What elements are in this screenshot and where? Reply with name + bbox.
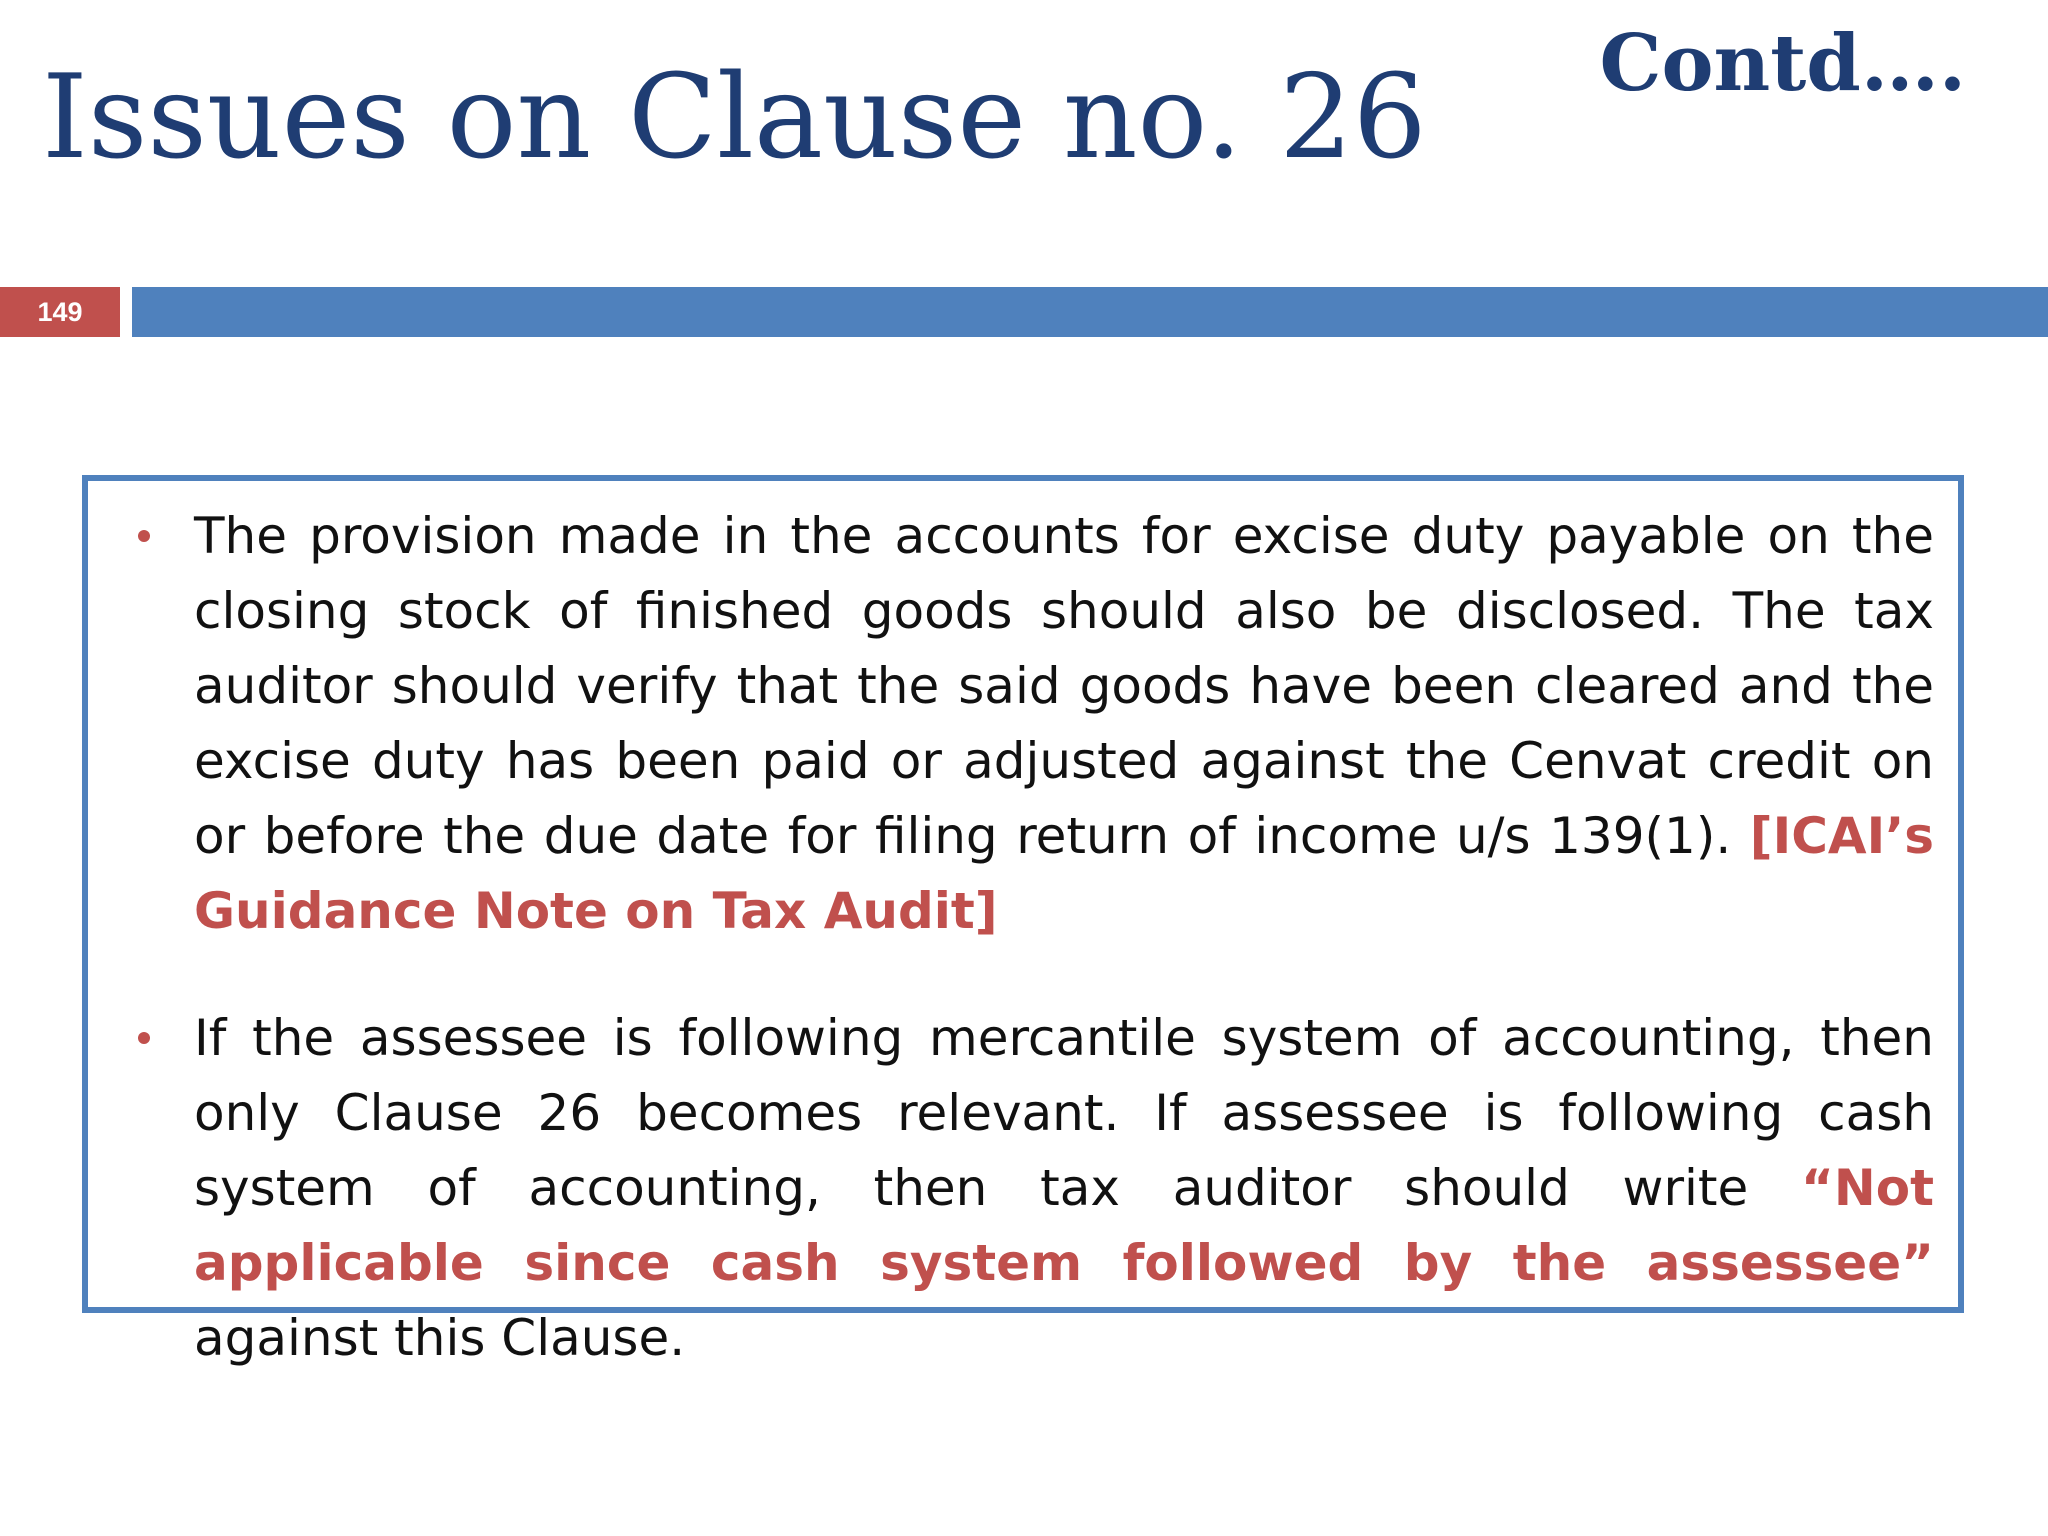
bullet-highlight: [ICAI’s Guidance Note on Tax Audit] <box>194 807 1934 940</box>
slide-title: Issues on Clause no. 26 <box>42 50 1427 185</box>
continued-label: Contd…. <box>1599 18 1966 109</box>
bullet-text-after: against this Clause. <box>194 1309 686 1367</box>
header-divider-bar <box>132 287 2048 337</box>
bullet-text: If the assessee is following mercantile system of accounting, then only Clause 26 becomes relevant. If assessee is following cash system of accounting, then tax auditor should write <box>194 1009 1934 1217</box>
bullet-dot-icon <box>138 1032 150 1044</box>
content-box <box>82 475 1964 1367</box>
bullet-dot-icon <box>138 530 150 542</box>
bullet-text: The provision made in the accounts for excise duty payable on the closing stock of finished goods should also be disclosed. The tax auditor should verify that the said goods have been cleared and the excise duty has been paid or adjusted against the Cenvat credit on or before the due date for filing return of income u/s 139(1). <box>194 507 1934 865</box>
bullet-highlight: “Not applicable since cash system followed by the assessee” <box>194 1159 1934 1292</box>
bullet-item <box>108 1001 1934 1376</box>
bullet-item <box>108 499 1934 949</box>
page-number-badge: 149 <box>0 287 120 337</box>
